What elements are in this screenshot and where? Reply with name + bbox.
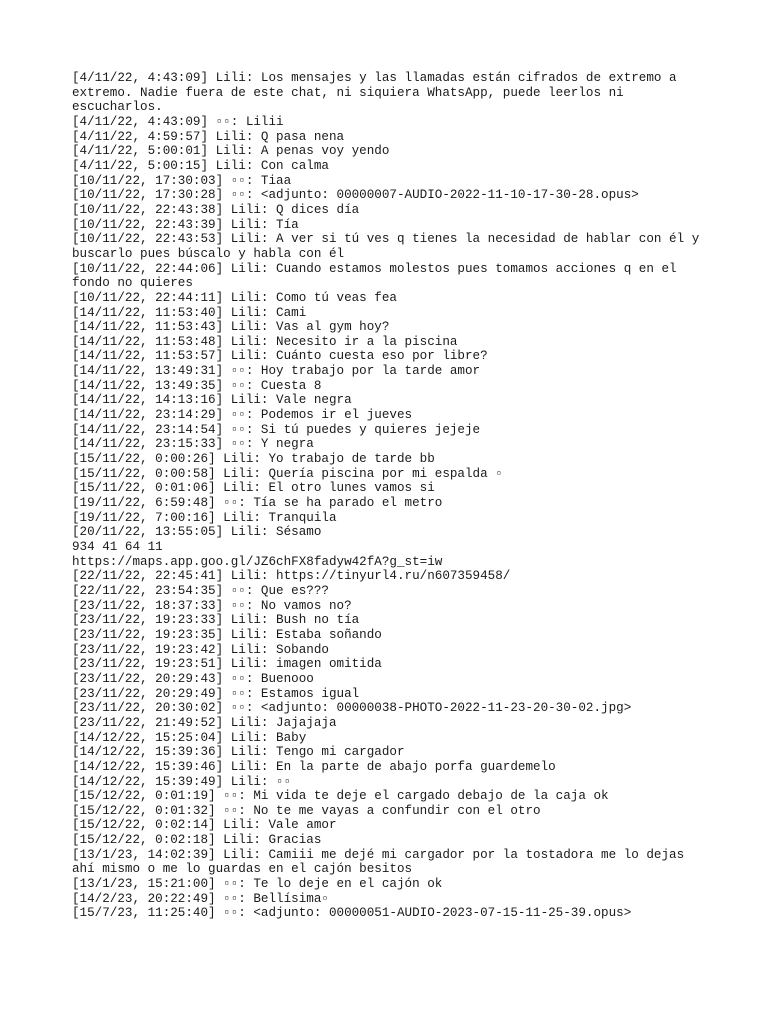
chat-message-line: [10/11/22, 22:44:06] Lili: Cuando estamos molestos pues tomamos acciones q en el fondo no quieres [72,261,685,291]
chat-message-line: [4/11/22, 4:43:09] Lili: Los mensajes y las llamadas están cifrados de extremo a extremo. Nadie fuera de este chat, ni siquiera WhatsApp, puede leerlos ni escucharlos. [72,71,685,115]
chat-message-line: [14/2/23, 20:22:49] ▫▫: Bellísima▫ [72,891,329,906]
chat-message-line: [10/11/22, 22:43:53] Lili: A ver si tú ves q tienes la necesidad de hablar con él y buscarlo pues búscalo y habla con él [72,232,707,261]
chat-message-line: [10/11/22, 22:43:38] Lili: Q dices día [72,202,360,217]
chat-message-line: [14/11/22, 11:53:48] Lili: Necesito ir a la piscina [72,334,458,349]
chat-message-line: [23/11/22, 20:29:49] ▫▫: Estamos igual [72,686,360,701]
chat-message-line: [15/12/22, 0:01:32] ▫▫: No te me vayas a confundir con el otro [72,803,541,818]
chat-message-line: [10/11/22, 17:30:03] ▫▫: Tiaa [72,173,292,188]
chat-message-line: [23/11/22, 20:30:02] ▫▫: <adjunto: 00000038-PHOTO-2022-11-23-20-30-02.jpg> [72,701,632,716]
chat-message-line: [15/11/22, 0:00:58] Lili: Quería piscina por mi espalda ▫ [72,466,503,481]
chat-message-line: [14/12/22, 15:39:46] Lili: En la parte de abajo porfa guardemelo [72,759,556,774]
chat-message-line: [4/11/22, 5:00:15] Lili: Con calma [72,158,329,173]
chat-message-line: [14/12/22, 15:39:49] Lili: ▫▫ [72,774,292,789]
chat-message-line: [19/11/22, 7:00:16] Lili: Tranquila [72,510,337,525]
chat-message-line: [14/11/22, 14:13:16] Lili: Vale negra [72,393,352,408]
chat-message-line: [15/7/23, 11:25:40] ▫▫: <adjunto: 00000051-AUDIO-2023-07-15-11-25-39.opus> [72,906,632,921]
chat-message-line: [4/11/22, 4:43:09] ▫▫: Lilii [72,114,284,129]
chat-message-line: [14/12/22, 15:25:04] Lili: Baby [72,730,307,745]
chat-transcript [72,71,707,921]
chat-message-line: [10/11/22, 22:44:11] Lili: Como tú veas fea [72,290,397,305]
chat-message-line: [4/11/22, 5:00:01] Lili: A penas voy yendo [72,144,390,159]
chat-message-line: [15/11/22, 0:01:06] Lili: El otro lunes vamos si [72,481,435,496]
chat-message-line: [14/11/22, 23:15:33] ▫▫: Y negra [72,437,314,452]
chat-message-line: [15/12/22, 0:02:14] Lili: Vale amor [72,818,337,833]
chat-message-line: [23/11/22, 20:29:43] ▫▫: Buenooo [72,671,314,686]
chat-message-line: [10/11/22, 17:30:28] ▫▫: <adjunto: 00000007-AUDIO-2022-11-10-17-30-28.opus> [72,188,639,203]
chat-message-line: [14/12/22, 15:39:36] Lili: Tengo mi cargador [72,745,405,760]
chat-message-line: [22/11/22, 23:54:35] ▫▫: Que es??? [72,583,329,598]
chat-message-line: [23/11/22, 21:49:52] Lili: Jajajaja [72,715,337,730]
chat-message-line: [23/11/22, 19:23:51] Lili: imagen omitida [72,657,382,672]
chat-message-line: [14/11/22, 23:14:54] ▫▫: Si tú puedes y quieres jejeje [72,422,481,437]
chat-message-line: [20/11/22, 13:55:05] Lili: Sésamo [72,525,322,540]
chat-message-line: [19/11/22, 6:59:48] ▫▫: Tía se ha parado el metro [72,496,443,511]
chat-message-line: [15/11/22, 0:00:26] Lili: Yo trabajo de tarde bb [72,452,435,467]
chat-message-line: [13/1/23, 14:02:39] Lili: Camiii me dejé mi cargador por la tostadora me lo dejas ahí mismo o me lo guardas en el cajón besitos [72,847,692,877]
chat-message-line: [14/11/22, 11:53:43] Lili: Vas al gym hoy? [72,320,390,335]
chat-message-line: [15/12/22, 0:01:19] ▫▫: Mi vida te deje el cargado debajo de la caja ok [72,789,609,804]
chat-message-line: [14/11/22, 13:49:35] ▫▫: Cuesta 8 [72,378,322,393]
chat-message-line: [13/1/23, 15:21:00] ▫▫: Te lo deje en el cajón ok [72,877,443,892]
chat-message-line: [14/11/22, 11:53:57] Lili: Cuánto cuesta eso por libre? [72,349,488,364]
chat-message-line: https://maps.app.goo.gl/JZ6chFX8fadyw42fA?g_st=iw [72,554,443,569]
chat-message-line: [23/11/22, 19:23:33] Lili: Bush no tía [72,613,360,628]
chat-message-line: [23/11/22, 19:23:35] Lili: Estaba soñando [72,627,382,642]
chat-message-line: [4/11/22, 4:59:57] Lili: Q pasa nena [72,129,345,144]
chat-message-line: [14/11/22, 13:49:31] ▫▫: Hoy trabajo por la tarde amor [72,364,481,379]
chat-message-line: [10/11/22, 22:43:39] Lili: Tía [72,217,299,232]
chat-message-line: [14/11/22, 11:53:40] Lili: Cami [72,305,307,320]
chat-message-line: [15/12/22, 0:02:18] Lili: Gracias [72,833,322,848]
chat-message-line: [22/11/22, 22:45:41] Lili: https://tinyurl4.ru/n607359458/ [72,569,511,584]
chat-message-line: [23/11/22, 19:23:42] Lili: Sobando [72,642,329,657]
chat-message-line: [14/11/22, 23:14:29] ▫▫: Podemos ir el jueves [72,408,413,423]
chat-message-line: 934 41 64 11 [72,540,163,554]
chat-message-line: [23/11/22, 18:37:33] ▫▫: No vamos no? [72,598,352,613]
